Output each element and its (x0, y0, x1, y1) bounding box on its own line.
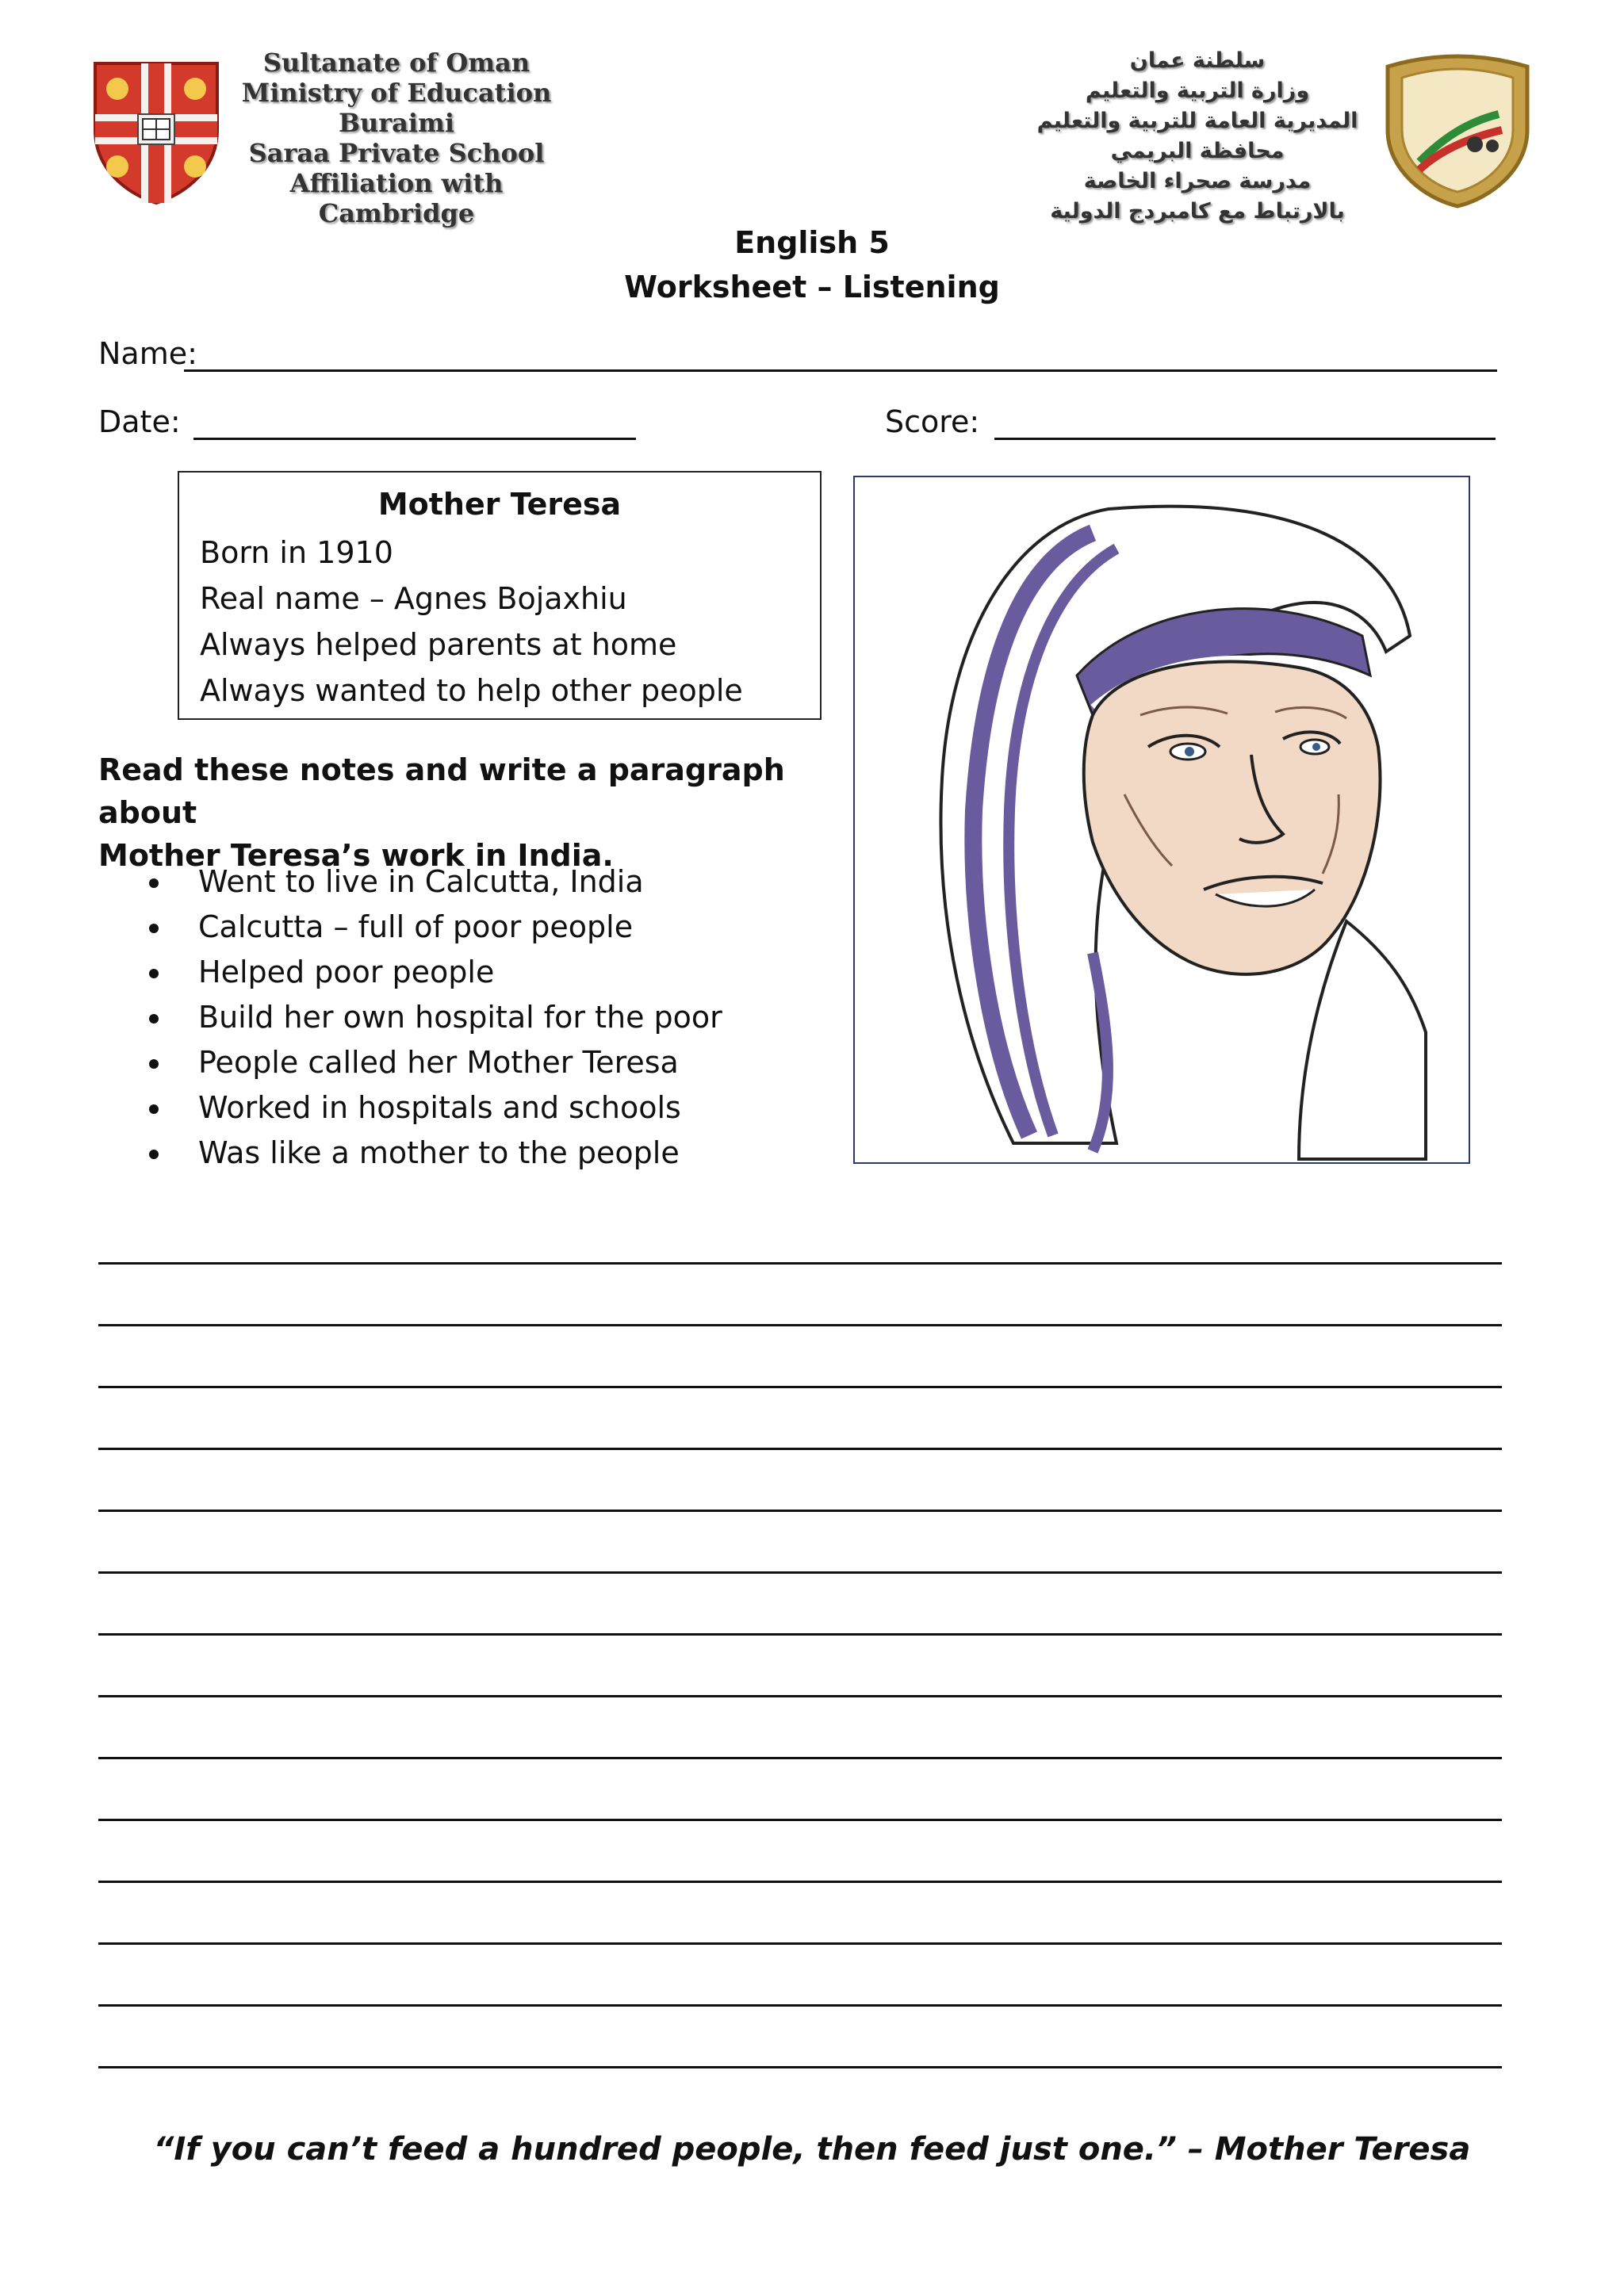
bullet-icon (149, 924, 159, 933)
header-line-ar: سلطنة عمان (1129, 48, 1266, 73)
list-item (135, 995, 722, 1040)
portrait-frame (853, 476, 1470, 1164)
info-line: Born in 1910 (200, 535, 393, 570)
header-line-ar: وزارة التربية والتعليم (1085, 78, 1310, 103)
bullet-icon (149, 1014, 159, 1024)
score-label: Score: (885, 404, 980, 439)
info-line: Always wanted to help other people (200, 673, 743, 708)
page-title: English 5 (734, 225, 890, 260)
list-item (135, 1131, 722, 1176)
instruction-line: Mother Teresa’s work in India. (98, 838, 614, 873)
writing-line[interactable] (98, 1324, 1502, 1326)
header-line-ar: بالارتباط مع كامبردج الدولية (1050, 199, 1345, 224)
writing-line[interactable] (98, 1386, 1502, 1388)
page-subtitle: Worksheet – Listening (624, 270, 1000, 304)
instruction-line: Read these notes and write a paragraph about (98, 752, 785, 830)
header-arabic-block (1023, 46, 1372, 227)
cambridge-crest-icon (90, 59, 222, 206)
bullet-icon (149, 1059, 159, 1069)
writing-line[interactable] (98, 1819, 1502, 1821)
name-field[interactable] (184, 369, 1497, 372)
header-line-ar: المديرية العامة للتربية والتعليم (1036, 109, 1358, 133)
writing-line[interactable] (98, 2066, 1502, 2068)
list-item (135, 1085, 722, 1131)
notes-list (135, 859, 722, 1176)
list-item (135, 905, 722, 950)
note-text: Helped poor people (198, 955, 495, 989)
header-line: Ministry of Education (241, 78, 552, 108)
writing-line[interactable] (98, 2004, 1502, 2007)
bullet-icon (149, 1150, 159, 1159)
writing-line[interactable] (98, 1633, 1502, 1636)
header-line: Buraimi (338, 108, 455, 138)
school-shield-badge-icon (1372, 51, 1543, 209)
list-item (135, 950, 722, 995)
info-box-title: Mother Teresa (377, 487, 622, 522)
header-line-ar: محافظة البريمي (1110, 139, 1285, 163)
info-line: Always helped parents at home (200, 627, 677, 662)
writing-line[interactable] (98, 1757, 1502, 1759)
score-field[interactable] (994, 438, 1496, 440)
writing-line[interactable] (98, 1510, 1502, 1512)
note-text: Build her own hospital for the poor (198, 1000, 722, 1035)
note-text: Went to live in Calcutta, India (198, 864, 644, 899)
header-line: Affiliation with Cambridge (289, 168, 504, 228)
info-box-list (200, 530, 743, 714)
header-english-block (222, 48, 571, 228)
writing-line[interactable] (98, 1448, 1502, 1450)
bullet-icon (149, 1104, 159, 1114)
writing-line[interactable] (98, 1571, 1502, 1574)
bullet-icon (149, 969, 159, 978)
header-line: Saraa Private School (248, 138, 545, 168)
info-line: Real name – Agnes Bojaxhiu (200, 581, 627, 616)
date-label: Date: (98, 404, 181, 439)
info-box (178, 471, 822, 720)
bullet-icon (149, 878, 159, 888)
note-text: Was like a mother to the people (198, 1135, 680, 1170)
footer-quote: “If you can’t feed a hundred people, then feed just one.” – Mother Teresa (153, 2131, 1471, 2168)
date-field[interactable] (193, 438, 636, 440)
note-text: Worked in hospitals and schools (198, 1090, 681, 1125)
writing-line[interactable] (98, 1942, 1502, 1945)
header-line: Sultanate of Oman (262, 48, 530, 78)
name-label: Name: (98, 336, 197, 371)
list-item (135, 1040, 722, 1085)
mother-teresa-portrait-icon (855, 477, 1469, 1162)
writing-line[interactable] (98, 1881, 1502, 1883)
writing-line[interactable] (98, 1695, 1502, 1697)
list-item (135, 859, 722, 905)
note-text: Calcutta – full of poor people (198, 909, 634, 944)
note-text: People called her Mother Teresa (198, 1045, 679, 1080)
writing-line[interactable] (98, 1262, 1502, 1265)
header-line-ar: مدرسة صحراء الخاصة (1083, 169, 1312, 193)
instruction (98, 748, 812, 877)
